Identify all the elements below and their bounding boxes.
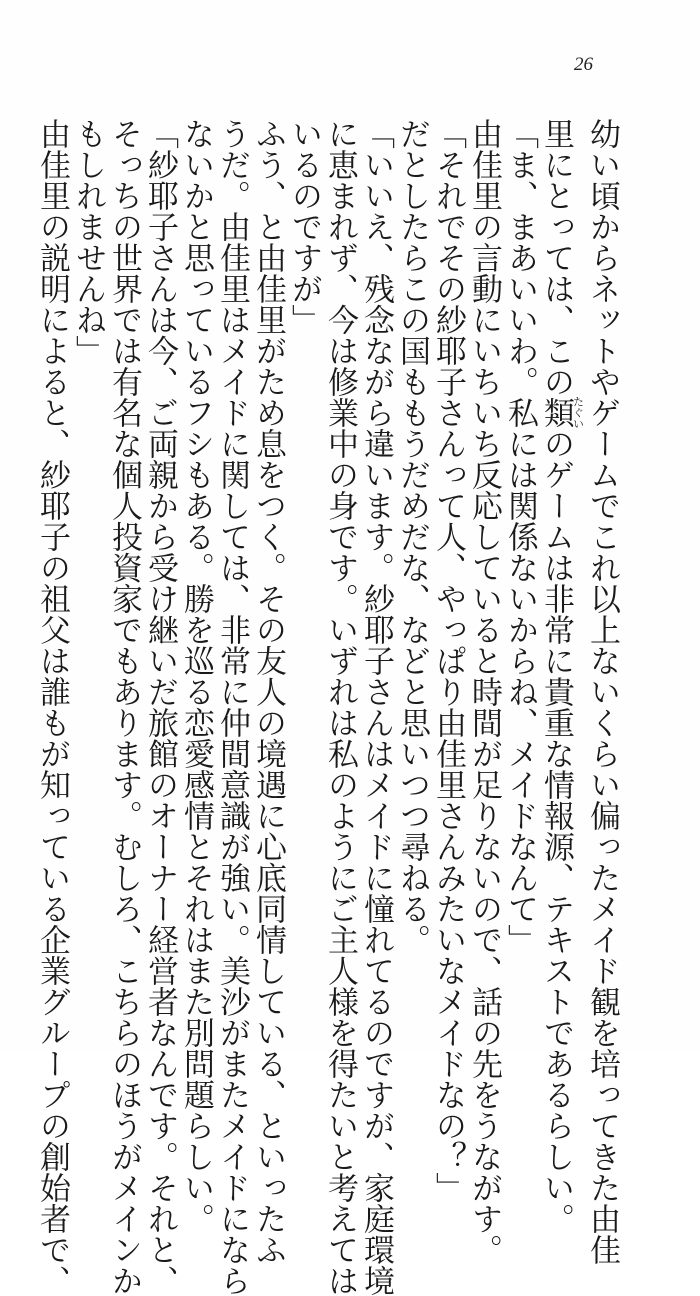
vertical-text-body	[34, 118, 620, 1296]
text-line: 「それでその紗耶子さんって人、やっぱり由佳里さんみたいなメイドなの？」	[430, 118, 466, 1203]
text-line: いるのですが」	[286, 118, 322, 335]
text-line: ふう、と由佳里がため息をつく。その友人の境遇に心底同情している、といったふ	[250, 118, 286, 1265]
text-line: もしれませんね」	[70, 118, 106, 366]
text-line: 「紗耶子さんは今、ご両親から受け継いだ旅館のオーナー経営者なんです。それと、	[142, 118, 178, 1296]
text-line: だとしたらこの国ももうだめだな、などと思いつつ尋ねる。	[394, 118, 430, 955]
ruby-annotation: 類たぐい	[538, 396, 585, 429]
page-number: 26	[574, 54, 593, 75]
text-line: に恵まれず、今は修業中の身です。いずれは私のようにご主人様を得たいと考えては	[322, 118, 358, 1296]
text-line: 由佳里の言動にいちいち反応していると時間が足りないので、話の先をうながす。	[466, 118, 502, 1265]
text-line: ないかと思っているフシもある。勝を巡る恋愛感情とそれはまた別問題らしい。	[178, 118, 214, 1234]
text-line: 幼い頃からネットやゲームでこれ以上ないくらい偏ったメイド観を培ってきた由佳	[584, 118, 620, 1265]
text-line: そっちの世界では有名な個人投資家でもあります。むしろ、こちらのほうがメインか	[106, 118, 142, 1296]
text-line: うだ。由佳里はメイドに関しては、非常に仲間意識が強い。美沙がまたメイドになら	[214, 118, 250, 1296]
text-line: 里にとっては、この類たぐいのゲームは非常に貴重な情報源、テキストであるらしい。	[538, 118, 585, 1234]
text-line: 由佳里の説明によると、紗耶子の祖父は誰もが知っている企業グループの創始者で、	[34, 118, 70, 1296]
text-line: 「いいえ、残念ながら違います。紗耶子さんはメイドに憧れてるのですが、家庭環境	[358, 118, 394, 1296]
text-line: 「ま、まあいいわ。私には関係ないからね、メイドなんて」	[502, 118, 538, 955]
